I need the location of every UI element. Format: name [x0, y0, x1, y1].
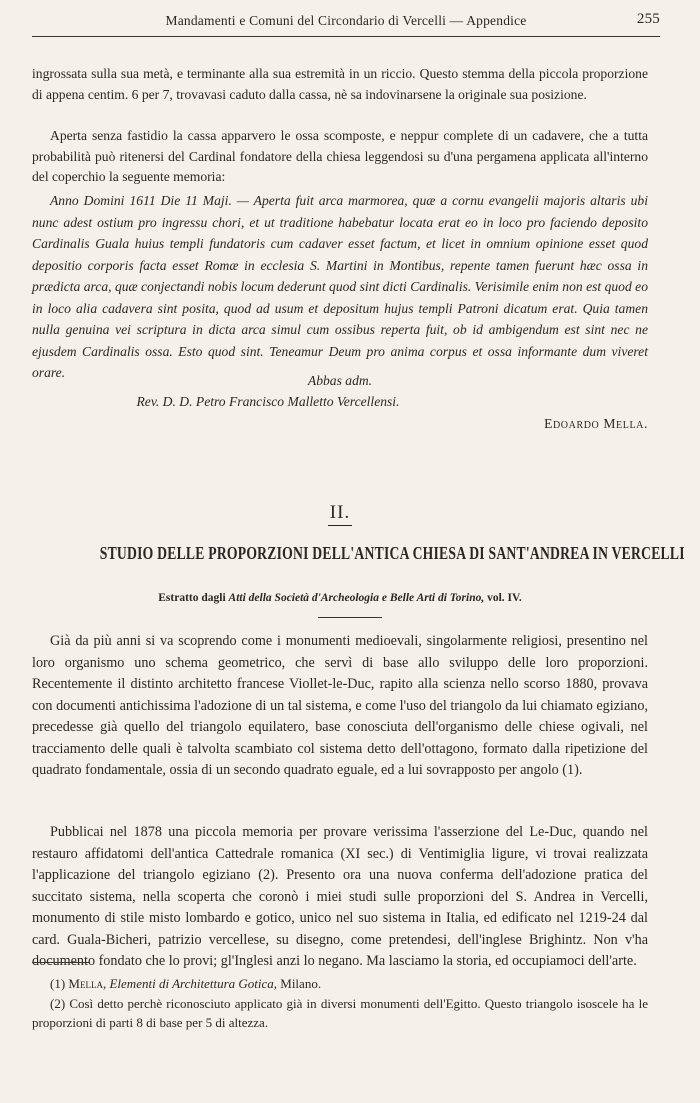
extract-source: Atti della Società d'Archeologia e Belle Arti di Torino,: [228, 592, 485, 604]
extract-prefix: Estratto dagli: [158, 592, 226, 604]
continued-paragraph: ingrossata sulla sua metà, e terminante alla sua estremità in un riccio. Questo stemma della piccola proporzione di appena centim. 6 per 7, trovavasi caduto dalla cassa, nè sa indovinarsene la originale sua posizione.: [32, 66, 648, 102]
article-title: STUDIO DELLE PROPORZIONI DELL'ANTICA CHIESA DI SANT'ANDREA IN VERCELLI: [99, 543, 685, 563]
footnote-1-place: Milano.: [280, 976, 322, 991]
running-header: [32, 6, 660, 37]
title-divider: [318, 617, 382, 618]
body-paragraph-1: Già da più anni si va scoprendo come i monumenti medioevali, singolarmente religiosi, presentino nel loro organismo uno schema geometrico, che servì di base allo sviluppo delle loro proporzioni. Recentemente il distinto architetto francese Viollet-le-Duc, rapito alla scienza nello scorso 1880, provava con documenti antichissima l'adozione di un tal sistema, e come l'uso del triangolo da lui chiamato egiziano, precedesse già quello del triangolo equilatero, base conosciuta dell'organismo delle chiese ogivali, nel tracciamento delle quali è talvolta scambiato col sistema detto dell'ottagono, formato dalla ripetizione del quadrato fondamentale, ossia di un secondo quadrato eguale, ed a lui sovrapposto per angolo (1).: [32, 633, 648, 778]
footnote-1-title: Elementi di Architettura Gotica,: [109, 976, 278, 991]
footnote-divider: [32, 962, 90, 963]
memorial-signatory: Abbas adm.: [307, 373, 373, 388]
extract-volume: vol. IV.: [487, 592, 522, 604]
body-paragraph-2: Pubblicai nel 1878 una piccola memoria per provare verissima l'asserzione del Le-Duc, quando nel restauro affidatomi dell'antica Cattedrale romanica (XI sec.) di Ventimiglia ligure, vi trovai realizzata l'applicazione del triangolo egiziano (2). Presento ora una nuova conferma dell'adozione pratica del succitato sistema, nella scoperta che coronò i miei studi sulle proporzioni del S. Andrea in Vercelli, monumento di stile misto lombardo e gotico, unico nel suo sistema in Italia, ed edificato nel 1219-24 dal card. Guala-Bicheri, patrizio vercellese, su disegno, come pretendesi, dell'inglese Brighintz. Non v'ha documento fondato che lo provi; gl'Inglesi anzi lo negano. Ma lasciamo la storia, ed occupiamoci dell'arte.: [32, 824, 648, 969]
section-number-text: II.: [328, 502, 352, 526]
page-number: 255: [636, 11, 660, 27]
footnote-1: [32, 974, 648, 993]
latin-memorial-text: Anno Domini 1611 Die 11 Maji. — Aperta fuit arca marmorea, quæ a cornu evangelii majoris altaris ubi nunc adest ostium pro ingressu chori, et ut traditione habebatur locata erat eo in loco pro faciendo deposito Cardinalis Guala huius templi fundatoris cum cadaver esset factum, et licet in omnium opinione esset quod depositio corporis facta esset Romæ in ecclesia S. Martini in Montibus, repente tamen fuerunt hæc ossa in prædicta arca, quæ conjectandi nobis locum dederunt quod sint dicti Cardinalis. Verisimile enim non est quod eo in loco alia cadavera sint posita, quod ad usum et depositum hujus templi Patroni dicatum erat. Quia tamen nulla genuina vei scriptura in dicta arca simul cum ossibus reperta fuit, ob id ambigendum est sint nec ne ejusdem Cardinalis ossa. Esto quod sint. Teneamur Deum pro anima corpus et ossa informante dum viveret orare.: [32, 193, 648, 380]
memorial-dedication: Rev. D. D. Petro Francisco Malletto Vercellensi.: [136, 394, 400, 409]
running-title: Mandamenti e Comuni del Circondario di Vercelli — Appendice: [165, 13, 527, 28]
author-signature: Edoardo Mella.: [544, 416, 648, 431]
footnote-2: (2) Così detto perchè riconosciuto applicato già in diversi monumenti dell'Egitto. Questo triangolo isoscele ha le proporzioni di parti 8 di base per 5 di altezza.: [32, 996, 648, 1030]
section-number: [32, 502, 648, 524]
paragraph-coffin-opening: Aperta senza fastidio la cassa apparvero le ossa scomposte, e neppur complete di un cadavere, che a tutta probabilità può ritenersi del Cardinal fondatore della chiesa leggendosi su d'una pergamena applicata all'interno del coperchio la seguente memoria:: [32, 128, 648, 184]
footnote-1-author: Mella,: [68, 976, 107, 991]
footnote-1-mark: (1): [50, 976, 66, 991]
extract-note: [32, 592, 648, 604]
